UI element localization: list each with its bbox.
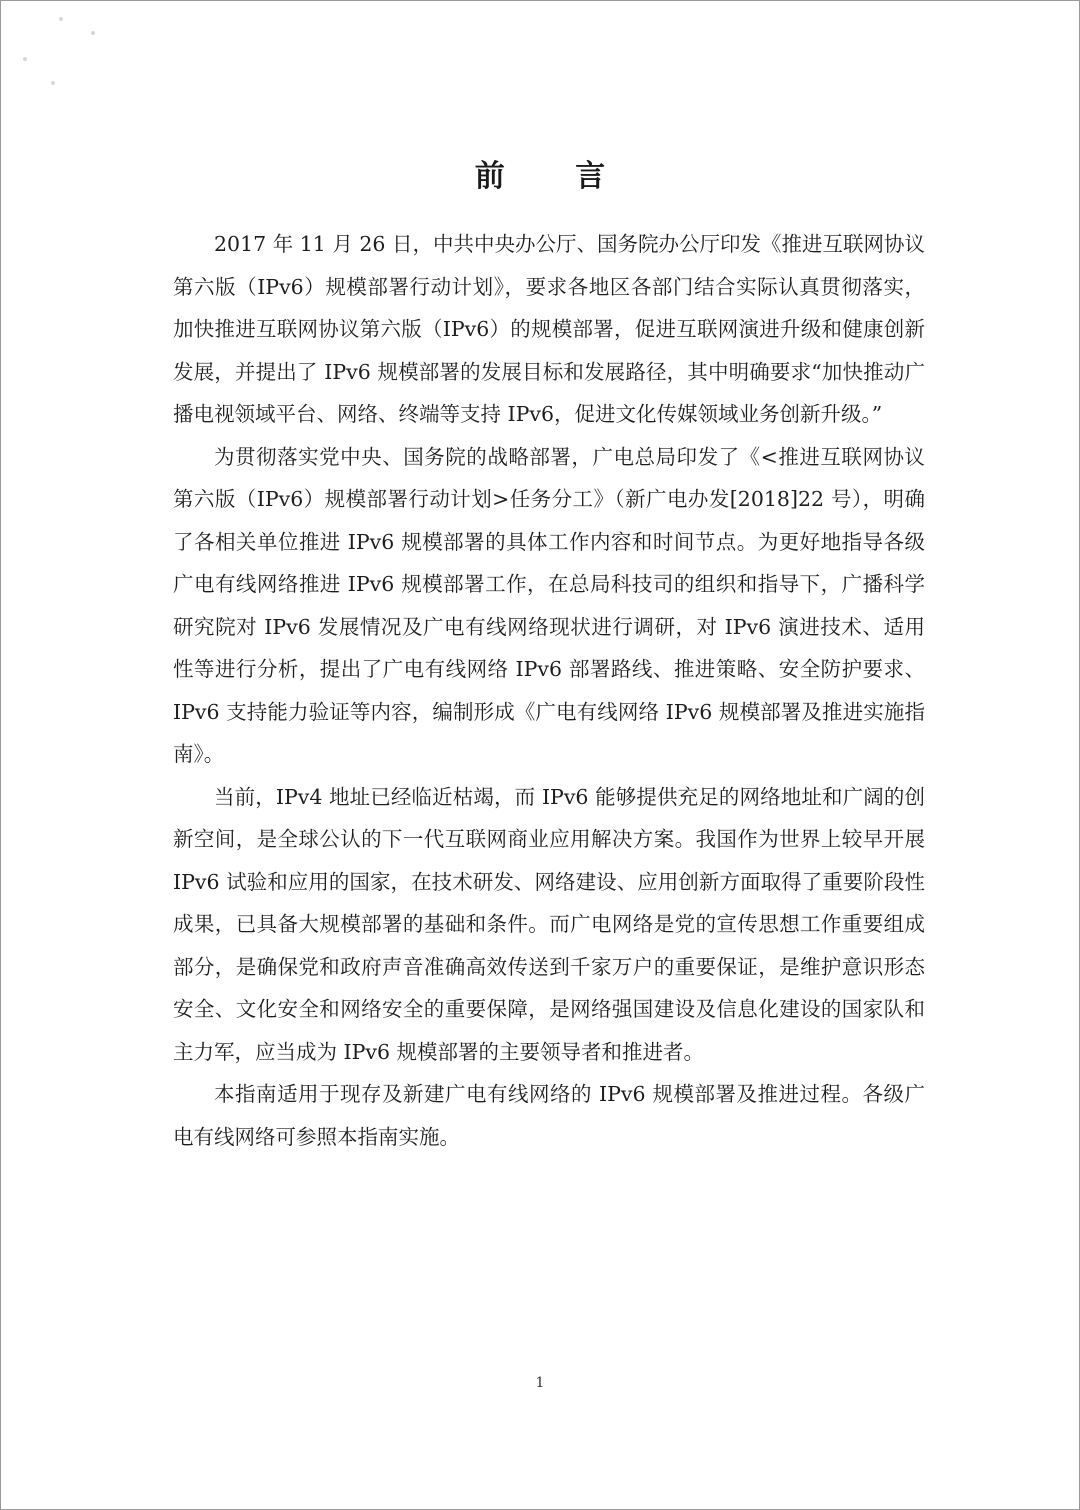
paragraph-2: 为贯彻落实党中央、国务院的战略部署，广电总局印发了《<推进互联网协议第六版（IPv6）规模部署行动计划>任务分工》（新广电办发[2018]22 号），明确了各相关单位推进 IPv6 规模部署的具体工作内容和时间节点。为更好地指导各级广电有线网络推进 IPv6 规模部署工作，在总局科技司的组织和指导下，广播科学研究院对 IPv6 发展情况及广电有线网络现状进行调研，对 IPv6 演进技术、适用性等进行分析，提出了广电有线网络 IPv6 部署路线、推进策略、安全防护要求、IPv6 支持能力验证等内容，编制形成《广电有线网络 IPv6 规模部署及推进实施指南》。 [173, 444, 925, 766]
page-title: 前 言 [474, 159, 636, 194]
body-text [173, 223, 925, 1158]
paragraph-1: 2017 年 11 月 26 日，中共中央办公厅、国务院办公厅印发《推进互联网协议第六版（IPv6）规模部署行动计划》，要求各地区各部门结合实际认真贯彻落实，加快推进互联网协议第六版（IPv6）的规模部署，促进互联网演进升级和健康创新发展，并提出了 IPv6 规模部署的发展目标和发展路径，其中明确要求“加快推动广播电视领域平台、网络、终端等支持 IPv6，促进文化传媒领域业务创新升级。” [173, 232, 925, 426]
paragraph-3: 当前，IPv4 地址已经临近枯竭，而 IPv6 能够提供充足的网络地址和广阔的创新空间，是全球公认的下一代互联网商业应用解决方案。我国作为世界上较早开展 IPv6 试验和应用的国家，在技术研发、网络建设、应用创新方面取得了重要阶段性成果，已具备大规模部署的基础和条件。而广电网络是党的宣传思想工作重要组成部分，是确保党和政府声音准确高效传送到千家万户的重要保证，是维护意识形态安全、文化安全和网络安全的重要保障，是网络强国建设及信息化建设的国家队和主力军，应当成为 IPv6 规模部署的主要领导者和推进者。 [173, 784, 925, 1064]
paragraph-4: 本指南适用于现存及新建广电有线网络的 IPv6 规模部署及推进过程。各级广电有线网络可参照本指南实施。 [173, 1082, 925, 1149]
page-number: 1 [535, 1375, 545, 1391]
scan-artifact [11, 11, 101, 101]
